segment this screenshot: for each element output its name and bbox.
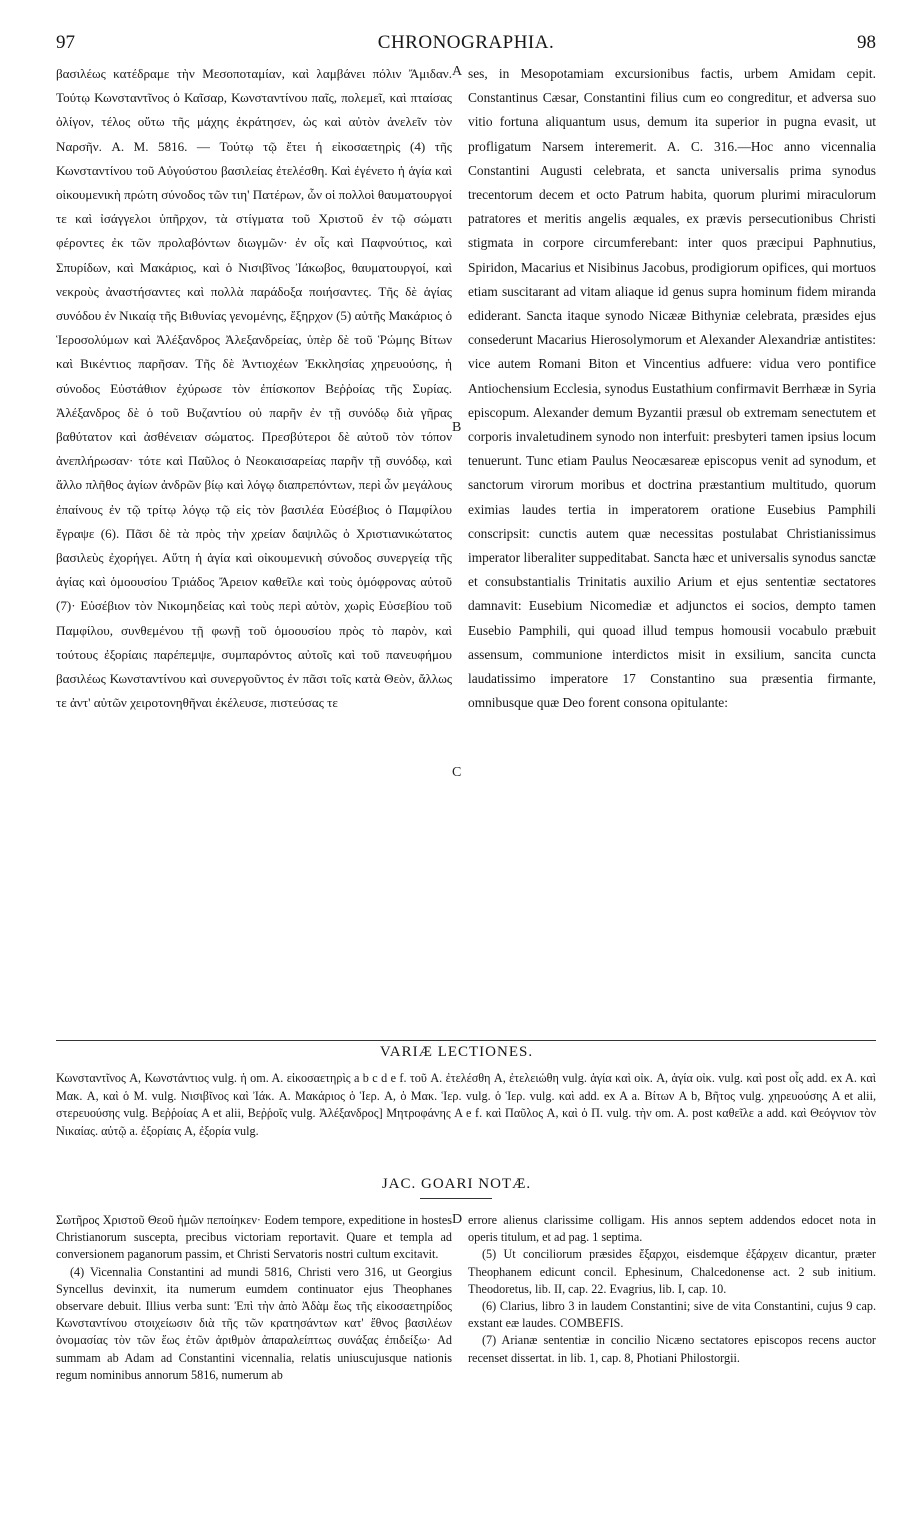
margin-letter-d: D <box>452 1212 463 1227</box>
running-title: CHRONOGRAPHIA. <box>377 32 555 53</box>
running-header <box>56 32 876 58</box>
variae-lectiones-title: VARIÆ LECTIONES. <box>379 1044 534 1060</box>
notes-right-column <box>468 1212 876 1532</box>
title-underline <box>420 1198 492 1199</box>
note-5: (5) Ut conciliorum præsides ἔξαρχοι, eisdemque ἐξάρχειν dicantur, præter Theophanem edicunt concil. Ephesinum, Chalcedonense act. 2 sub initium. Theodoretus, lib. II, cap. 22. Evagrius, lib. I, cap. 10. <box>468 1247 876 1296</box>
note-7: (7) Arianæ sententiæ in concilio Nicæno sectatores episcopos recens auctor recenset dissertat. in lib. 1, cap. 8, Photiani Philostorgii. <box>468 1333 876 1365</box>
latin-paragraph: ses, in Mesopotamiam excursionibus factis, urbem Amidam cepit. Constantinus Cæsar, Constantini filius cum eo congreditur, et adversa suo vitio fortuna aliquantum usus, demum ita superior in pugna evasit, ut profligatum Narsem interemerit. A. C. 316.—Hoc anno vicennalia Constantini Augusti celebrata, et sancta universalis prima synodus trecentorum decem et octo Patrum habita, quorum plurimi miraculorum patratores et meritis angelis æquales, ex prævis persecutionibus Christi stigmata in corpore circumferebant: inter quos præcipui Paphnutius, Spiridon, Macarius et Nisibinus Jacobus, prodigiorum opifices, qui mortuos etiam suscitarant ad vitam aliaque id genus supra hominum fidem miranda ediderant. Sancta itaque synodo Nicææ Bithyniæ celebrata, præsides ejus consederunt Macarius Hierosolymorum et Alexander Alexandriæ antistites: vice autem Romani Biton et Vincentius adfuere: vidua vero pontifice Antiochensium Ecclesia, synodus Eustathium confirmavit Berrhææ in Syria episcopum. Alexander demum Byzantii præsul ob extremam senectutem et corporis invaletudinem synodo non interfuit: presbyteri tamen ipsius locum tenuerunt. Tunc etiam Paulus Neocæsareæ episcopus venit ad synodum, et sanctorum virorum moribus et doctrina præstantium multitudo, quorum eximias laudes tertia in imperatorem oratione Eusebius Pamphili conscripsit: cunctis autem quæ necessitas postulabat Christianissimus imperator liberaliter suppeditabat. Sancta hæc et universalis synodus sanctæ et consubstantialis Trinitatis auxilio Arium et ejus sententiæ sectatores damnavit: Eusebium Nicomediæ et adjunctos ei socios, dempto tamen Eusebio Pamphili, qui quoad illud tempus homousii vocabulo præbuit assensum, communione interdictos misit in exsilium, sancita cuncta laudatissimo imperatore 17 Constantino sua præsentia firmante, omnibusque quæ Deo forent consona opitulante: <box>468 66 876 711</box>
latin-column <box>468 62 876 982</box>
note-4: (4) Vicennalia Constantini ad mundi 5816, Christi vero 316, ut Georgius Syncellus devinxit, ita numerum eumdem continuator ejus Theophanes observare debuit. Illius verba sunt: Ἐπὶ τὴν ἀπὸ Ἀδὰμ ἕως τῆς εἰκοσαετηρίδος Κωνσταντίνου στοιχείωσιν διὰ τῆς τῶν κρατησάντων κατ' ἔθνος βασιλέων ὀνομασίας τὸν τῶν ἕως ἐτῶν ἀριθμὸν ἀπαραλείπτως συνάξας ἐπιδείξω· Ad summam ab Adam ad Constantini vicennalia, relatis uniuscujusque nationis regum nominibus annorum 5816, numerum ab <box>56 1264 452 1382</box>
note-paragraph: Σωτῆρος Χριστοῦ Θεοῦ ἡμῶν πεποίηκεν· Eodem tempore, expeditione in hostes Christianorum suscepta, precibus victoriam reportavit. Quare et templa ad conversionem paganorum passim, et Christi Servatoris nostri cultum excitavit. <box>56 1213 452 1262</box>
notes-left-column <box>56 1212 452 1532</box>
margin-letter-b: B <box>452 420 462 435</box>
note-paragraph: errore alienus clarissime colligam. His annos septem addendos edocet nota in operis titulum, et ad pag. 1 septima. <box>468 1213 876 1245</box>
note-6: (6) Clarius, libro 3 in laudem Constantini; sive de vita Constantini, cujus 9 cap. exstant eæ laudes. COMBEFIS. <box>468 1299 876 1331</box>
notae-title: JAC. GOARI NOTÆ. <box>381 1176 532 1192</box>
page-number-left: 97 <box>56 32 75 53</box>
divider-rule <box>56 1040 876 1041</box>
variae-lectiones <box>56 1070 876 1166</box>
greek-column <box>56 62 452 982</box>
margin-letter-c: C <box>452 765 462 780</box>
page-number-right: 98 <box>857 32 876 53</box>
margin-letter-a: A <box>452 64 463 79</box>
greek-paragraph: βασιλέως κατέδραμε τὴν Μεσοποταμίαν, καὶ λαμβάνει πόλιν Ἄμιδαν. Τούτῳ Κωνσταντῖνος ὁ Καῖσαρ, Κωνσταντίνου παῖς, πολεμεῖ, καὶ πταίσας ὀλίγον, τέλος οὕτω τῆς μάχης ἐκράτησεν, ὡς καὶ αὐτὸν ἀνελεῖν τὸν Ναρσῆν. A. M. 5816. — Τούτῳ τῷ ἔτει ἡ εἰκοσαετηρὶς (4) τῆς Κωνσταντίνου τοῦ Αὐγούστου βασιλείας ἐτελέσθη. Καὶ ἐγένετο ἡ ἁγία καὶ οἰκουμενικὴ πρώτη σύνοδος τῶν τιη' Πατέρων, ὧν οἱ πολλοὶ θαυματουργοί τε καὶ ἰσάγγελοι ὑπῆρχον, τὰ στίγματα τοῦ Χριστοῦ ἐν τῷ σώματι φέροντες ἐκ τῶν προλαβόντων διωγμῶν· ἐν οἷς καὶ Παφνούτιος, καὶ Σπυρίδων, καὶ Μακάριος, καὶ ὁ Νισιβῖνος Ἰάκωβος, θαυματουργοί, καὶ νεκροὺς ἀναστήσαντες καὶ πολλὰ παράδοξα ποιήσαντες. Τῆς δὲ ἁγίας συνόδου ἐν Νικαίᾳ τῆς Βιθυνίας γενομένης, ἔξηρχον (5) αὐτῆς Μακάριος ὁ Ἱεροσολύμων καὶ Ἀλέξανδρος Ἀλεξανδρείας, ὑπὲρ δὲ τοῦ Ῥώμης Βίτων καὶ Βικέντιος παρῆσαν. Τῆς δὲ Ἀντιοχέων Ἐκκλησίας χηρευούσης, ἡ σύνοδος Εὐστάθιον ἐχύρωσε τὸν ἐπίσκοπον Βεῤῥοίας τῆς Συρίας. Ἀλέξανδρος δὲ ὁ τοῦ Βυζαντίου οὐ παρῆν ἐν τῇ συνόδῳ διὰ γῆρας βαθύτατον καὶ ἀσθένειαν σώματος. Πρεσβύτεροι δὲ αὐτοῦ τὸν τόπον ἀνεπλήρωσαν· τότε καὶ Παῦλος ὁ Νεοκαισαρείας παρῆν τῇ συνόδῳ, καὶ ἄλλο πλῆθος ἁγίων ἀνδρῶν βίῳ καὶ λόγῳ διαπρεπόντων, περὶ ὧν μεγάλους ἐπαίνους ἐν τῷ τρίτῳ λόγῳ τῷ εἰς τὸν βασιλέα Εὐσέβιος ὁ Παμφίλου ἔγραψε (6). Πᾶσι δὲ τὰ πρὸς τὴν χρείαν δαψιλῶς ὁ Χριστιανικώτατος βασιλεὺς ἐχορήγει. Αὕτη ἡ ἁγία καὶ οἰκουμενικὴ σύνοδος συνεργείᾳ τῆς ἁγίας καὶ ὁμοουσίου Τριάδος Ἄρειον καθεῖλε καὶ τοὺς ὁμόφρονας αὐτοῦ (7)· Εὐσέβιον τὸν Νικομηδείας καὶ τοὺς περὶ αὐτὸν, χωρὶς Εὐσεβίου τοῦ Παμφίλου, συνθεμένου τῇ φωνῇ τοῦ ὁμοουσίου πρὸς τὸ παρὸν, καὶ τούτους ἐξορίαις παρέπεμψε, συμπαρόντος αὐτοῖς καὶ τοῦ πανευφήμου βασιλέως Κωνσταντίνου καὶ συνεργοῦντος ἐν πᾶσι τοῖς κατὰ Θεὸν, ἄλλως τε ἀντ' αὐτῶν χειροτονηθῆναι ἐκέλευσε, πιστεύσας τε <box>56 66 452 711</box>
variae-text: Κωνσταντῖνος A, Κωνστάντιος vulg. ἡ om. A. εἰκοσαετηρὶς a b c d e f. τοῦ A. ἐτελέσθη A, ἐτελειώθη vulg. ἁγία καὶ οἰκ. A, ἁγία οἰκ. vulg. καὶ post οἷς add. ex A. καὶ Μακ. A, καὶ ὁ Μ. vulg. Νισιβῖνος καὶ Ἰάκ. A. Μακάριος ὁ Ἱερ. A, ὁ Μακ. Ἱερ. vulg. ὁ Ἱερ. vulg. καὶ add. ex A a. Βίτων A b, Βῆτος vulg. χηρευούσης A et alii, στερευούσης vulg. Βεῤῥοίας A et alii, Βεῤῥοῖς vulg. Ἀλέξανδρος] Μητροφάνης A e f. καὶ Παῦλος A, καὶ ὁ Π. vulg. τὴν om. A. post καθεῖλε a add. καὶ Θεόγνιον τὸν Νικαίας. αὐτῷ a. ἐξορίαις A, ἐξορία vulg. <box>56 1071 876 1138</box>
